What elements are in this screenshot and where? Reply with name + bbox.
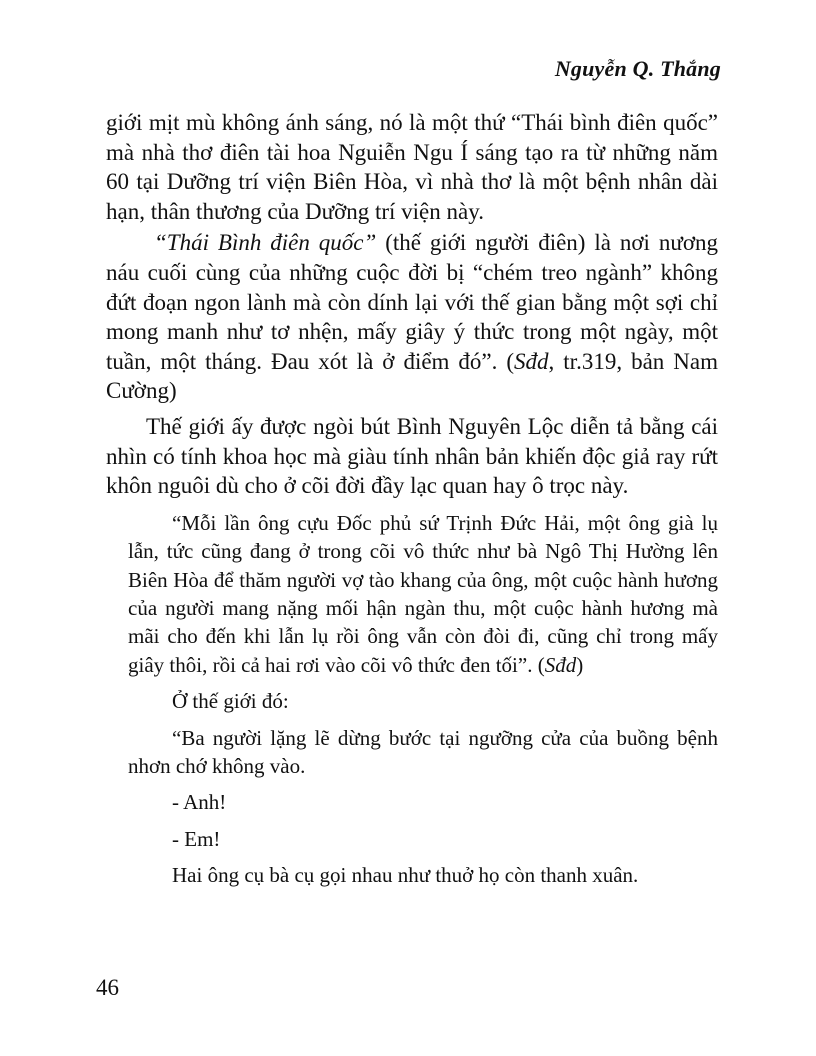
quote-line-hai-ong-cu: Hai ông cụ bà cụ gọi nhau như thuở họ còn thanh xuân. — [172, 863, 639, 888]
quote-citation-ref: Sđd — [544, 652, 577, 677]
dialogue-line-anh: - Anh! — [172, 790, 227, 815]
dialogue-line-em: - Em! — [172, 826, 221, 851]
block-quote — [128, 509, 718, 890]
italic-title: “Thái Bình điên quốc” — [154, 230, 377, 256]
quote-paragraph-moi-lan — [128, 509, 718, 679]
running-header-author: Nguyễn Q. Thắng — [554, 56, 721, 81]
quote-line-o-the-gioi-do: Ở thế giới đó: — [172, 689, 289, 714]
quote-body: “Mỗi lần ông cựu Đốc phủ sứ Trịnh Đức Hải, một ông già lụ lẫn, tức cũng đang ở trong cõi vô thức như bà Ngô Thị Hường lên Biên Hòa để thăm người vợ tào khang của ông, một cuộc hành hương của người mang nặng mối hận ngàn thu, một cuộc hành hương mà mãi cho đến khi lẫn lụ rồi ông vẫn còn đòi đi, cũng chỉ trong mấy giây thôi, rồi cả hai rơi vào cõi vô thức đen tối”. ( — [128, 510, 718, 677]
page-number: 46 — [96, 975, 119, 1000]
citation-tail: , tr.319, bản Nam Cường) — [106, 348, 718, 404]
citation-ref: Sđd — [514, 348, 549, 374]
paragraph-body: (thế giới người điên) là nơi nương náu cuối cùng của những cuộc đời bị “chém treo ngành” không đứt đoạn ngon lành mà còn dính lại với thế gian bằng một sợi chỉ mong manh như tơ nhện, mấy giây ý thức trong một ngày, một tuần, một tháng. Đau xót là ở điểm đó”. ( — [106, 230, 718, 374]
paragraph-continuation: giới mịt mù không ánh sáng, nó là một thứ “Thái bình điên quốc” mà nhà thơ điên tài hoa Nguiễn Ngu Í sáng tạo ra từ những năm 60 tại Dưỡng trí viện Biên Hòa, vì nhà thơ là một bệnh nhân dài hạn, thân thương của Dưỡng trí viện này. — [106, 110, 718, 224]
paragraph-thai-binh-dien-quoc — [106, 228, 718, 406]
paragraph-the-gioi-ay: Thế giới ấy được ngòi bút Bình Nguyên Lộc diễn tả bằng cái nhìn có tính khoa học mà giàu tính nhân bản khiến độc giả ray rứt khôn nguôi dù cho ở cõi đời đầy lạc quan hay ô trọc này. — [106, 413, 718, 499]
body-text — [106, 108, 718, 890]
quote-citation-tail: ) — [576, 652, 584, 677]
quote-paragraph-ba-nguoi: “Ba người lặng lẽ dừng bước tại ngưỡng cửa của buồng bệnh nhơn chớ không vào. — [128, 725, 718, 778]
